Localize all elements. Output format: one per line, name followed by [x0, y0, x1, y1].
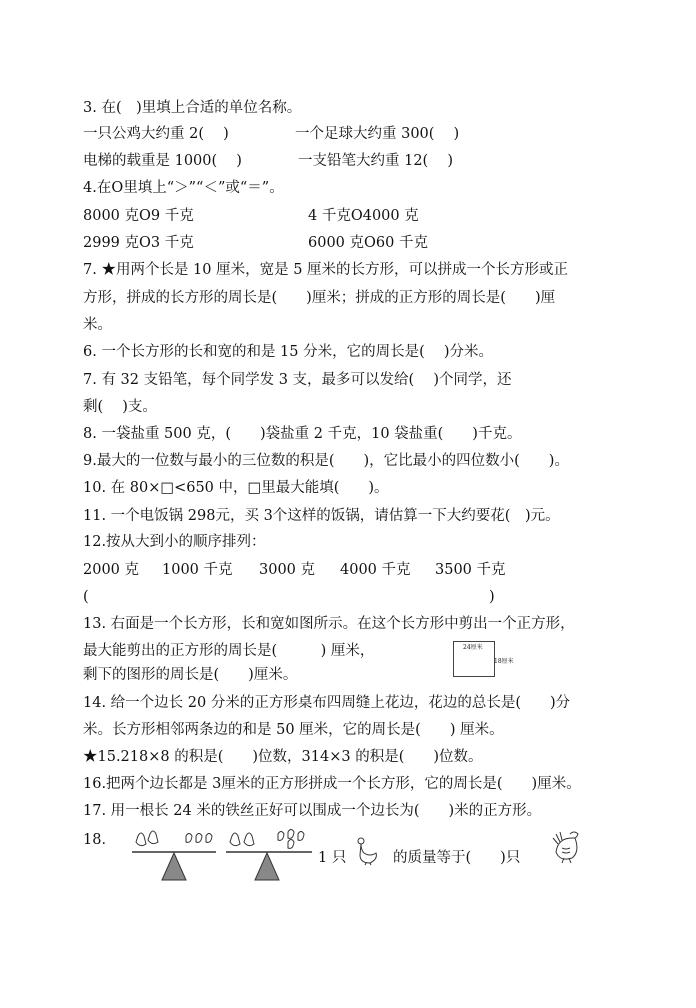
q10: 10. 在 80×□<650 中，□里最大能填( )。 [83, 480, 389, 496]
q7a-line2: 方形，拼成的长方形的周长是( )厘米；拼成的正方形的周长是( )厘 [83, 290, 556, 306]
q16: 16.把两个边长都是 3厘米的正方形拼成一个长方形，它的周长是( )厘米。 [83, 776, 581, 792]
q3-title: 3. 在( )里填上合适的单位名称。 [83, 100, 302, 116]
q12-title: 12.按从大到小的顺序排列： [83, 534, 266, 550]
q9: 9.最大的一位数与最小的三位数的积是( )，它比最小的四位数小( )。 [83, 453, 569, 469]
q8: 8. 一袋盐重 500 克，( )袋盐重 2 千克，10 袋盐重( )千克。 [83, 426, 522, 442]
rectangle-width-label: 18厘米 [494, 658, 514, 665]
q18-text1: 1 只 [318, 850, 347, 866]
q18-number: 18． [83, 832, 116, 848]
q4-item-d: 6000 克O60 千克 [308, 235, 428, 251]
q4-title: 4.在O里填上“＞”“＜”或“＝”。 [83, 180, 284, 196]
q3-item-c: 电梯的载重是 1000( ) [83, 153, 242, 169]
q12-item: 2000 克 [83, 562, 140, 578]
q12-answer-line [83, 587, 495, 607]
q4-row1 [83, 206, 419, 226]
q12-paren-open: ( [83, 589, 89, 605]
q12-item: 1000 千克 [162, 562, 233, 578]
q13-line2: 最大能剪出的正方形的周长是( ) 厘米， [83, 643, 375, 659]
q13-line1: 13. 右面是一个长方形，长和宽如图所示。在这个长方形中剪出一个正方形， [83, 616, 575, 632]
q13-line3: 剩下的图形的周长是( )厘米。 [83, 667, 298, 683]
q7b-line1: 7. 有 32 支铅笔，每个同学发 3 支，最多可以发给( )个同学，还 [83, 372, 512, 388]
q7a-line3: 米。 [83, 317, 112, 333]
goose-icon [352, 836, 380, 866]
q12-item: 4000 千克 [340, 562, 411, 578]
q6: 6. 一个长方形的长和宽的和是 15 分米，它的周长是( )分米。 [83, 344, 494, 360]
q12-item: 3500 千克 [435, 562, 506, 578]
q12-paren-close: ) [489, 589, 495, 605]
q12-item: 3000 克 [259, 562, 316, 578]
q3-row2 [83, 151, 453, 171]
q4-item-c: 2999 克O3 千克 [83, 235, 194, 251]
q3-item-d: 一支铅笔大约重 12( ) [298, 153, 453, 169]
q4-item-a: 8000 克O9 千克 [83, 208, 194, 224]
q3-row1 [83, 124, 460, 144]
q18-text2: 的质量等于( )只 [393, 850, 521, 866]
q7a-line1: 7. ★用两个长是 10 厘米，宽是 5 厘米的长方形，可以拼成一个长方形或正 [83, 262, 569, 278]
rectangle-length-label: 24厘米 [463, 644, 483, 651]
q3-item-b: 一个足球大约重 300( ) [295, 126, 460, 142]
q3-item-a: 一只公鸡大约重 2( ) [83, 126, 229, 142]
q11: 11. 一个电饭锅 298元，买 3个这样的饭锅，请估算一下大约要花( )元。 [83, 508, 560, 524]
q4-item-b: 4 千克O4000 克 [308, 208, 419, 224]
q4-row2 [83, 233, 428, 253]
balance-scale-icon [222, 822, 314, 884]
chicken-icon [550, 828, 584, 864]
q7b-line2: 剩( )支。 [83, 399, 157, 415]
q14-line2: 米。长方形相邻两条边的和是 50 厘米，它的周长是( ) 厘米。 [83, 722, 504, 738]
q14-line1: 14. 给一个边长 20 分米的正方形桌布四周缝上花边，花边的总长是( )分 [83, 695, 571, 711]
balance-scale-icon [128, 822, 218, 884]
q15: ★15.218×8 的积是( )位数，314×3 的积是( )位数。 [83, 749, 483, 765]
q17: 17. 用一根长 24 米的铁丝正好可以围成一个边长为( )米的正方形。 [83, 803, 542, 819]
